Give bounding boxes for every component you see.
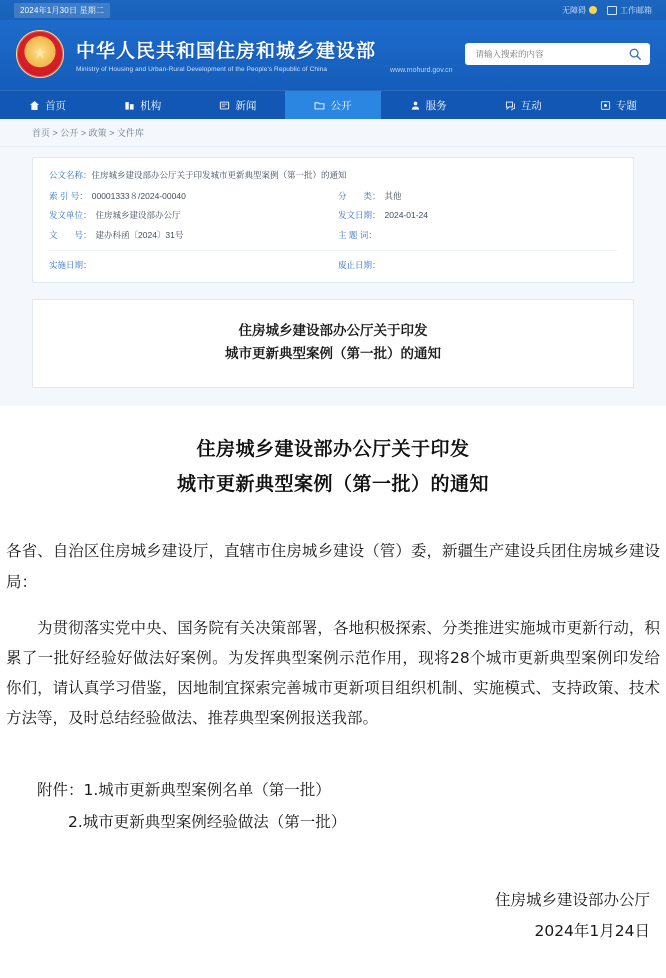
breadcrumb-item-2[interactable]: 政策 <box>88 128 107 138</box>
page-title-line1: 住房城乡建设部办公厅关于印发 <box>238 322 428 339</box>
nav-label-interaction: 互动 <box>520 99 542 112</box>
meta-key: 实施日期： <box>49 260 92 271</box>
meta-key: 发文单位： <box>49 210 92 221</box>
meta-key: 发文日期： <box>338 210 381 221</box>
mail-label: 工作邮箱 <box>620 5 652 15</box>
signature-date: 2024年1月24日 <box>534 922 650 941</box>
breadcrumb-sep-0: > <box>52 128 61 138</box>
top-utility-bar <box>0 0 666 20</box>
metadata-section <box>0 147 666 299</box>
nav-item-open[interactable] <box>285 91 380 119</box>
meta-key: 索 引 号： <box>49 190 88 201</box>
search-button[interactable] <box>628 46 644 62</box>
signature-block <box>6 885 660 949</box>
meta-field-effective-date <box>49 260 328 271</box>
document-paragraph-1: 为贯彻落实党中央、国务院有关决策部署，各地积极探索、分类推进实施城市更新行动，积累了一批好经验好做法好案例。为发挥典型案例示范作用，现将28个城市更新典型案例印发给你们，请认真学习借鉴，因地制宜探索完善城市更新项目组织机制、实施模式、支持政策、技术方法等，及时总结经验做法、推荐典型案例报送我部。 <box>6 618 660 728</box>
page-title <box>53 320 613 367</box>
national-emblem-icon <box>16 30 64 78</box>
nav-item-topic[interactable] <box>571 91 666 119</box>
breadcrumb-sep-1: > <box>80 128 89 138</box>
meta-value: 建办科函〔2024〕31号 <box>95 229 184 240</box>
breadcrumb-item-0[interactable]: 首页 <box>32 128 51 138</box>
signature-org: 住房城乡建设部办公厅 <box>494 890 650 909</box>
metadata-card <box>32 157 634 283</box>
meta-field-doc-number <box>49 230 328 241</box>
home-icon <box>29 100 40 111</box>
meta-field-index <box>49 191 328 202</box>
meta-field-category <box>338 191 617 202</box>
nav-label-open: 公开 <box>330 99 352 112</box>
nav-item-organization[interactable] <box>95 91 190 119</box>
brand-text[interactable] <box>76 36 376 73</box>
meta-value: 2024-01-24 <box>384 210 428 221</box>
meta-value: 住房城乡建设部办公厅 <box>95 210 181 221</box>
meta-key: 废止日期： <box>338 260 381 271</box>
title-card <box>32 299 634 388</box>
document-title <box>6 432 660 502</box>
nav-label-topic: 专题 <box>615 99 637 112</box>
site-title-en: Ministry of Housing and Urban-Rural Development of the People's Republic of China <box>76 65 328 73</box>
interaction-icon <box>505 100 516 111</box>
page-title-line2: 城市更新典型案例（第一批）的通知 <box>225 346 441 363</box>
topic-icon <box>600 100 611 111</box>
site-url: www.mohurd.gov.cn <box>390 67 453 74</box>
accessibility-icon <box>589 6 597 14</box>
search-box[interactable] <box>465 43 650 65</box>
meta-key: 文 号： <box>49 229 92 240</box>
site-header <box>0 0 666 119</box>
search-input[interactable] <box>474 48 628 60</box>
nav-item-news[interactable] <box>190 91 285 119</box>
document-title-line2: 城市更新典型案例（第一批）的通知 <box>176 473 489 496</box>
doc-name-value: 住房城乡建设部办公厅关于印发城市更新典型案例（第一批）的通知 <box>91 170 347 180</box>
nav-label-news: 新闻 <box>235 99 257 112</box>
nav-label-service: 服务 <box>425 99 447 112</box>
meta-field-abolish-date <box>338 260 617 271</box>
nav-item-home[interactable] <box>0 91 95 119</box>
nav-label-home: 首页 <box>45 99 67 112</box>
service-icon <box>410 100 421 111</box>
metadata-grid <box>49 191 617 272</box>
doc-name-label: 公文名称： <box>49 170 92 180</box>
open-folder-icon <box>314 100 325 111</box>
site-title-cn: 中华人民共和国住房和城乡建设部 <box>76 39 377 62</box>
meta-key: 主 题 词： <box>338 229 377 240</box>
search-icon <box>628 47 642 61</box>
accessibility-label: 无障碍 <box>562 5 586 15</box>
mail-link[interactable] <box>607 5 652 16</box>
meta-field-issuer <box>49 210 328 221</box>
document-title-line1: 住房城乡建设部办公厅关于印发 <box>196 438 470 461</box>
nav-item-interaction[interactable] <box>476 91 571 119</box>
document-salutation: 各省、自治区住房城乡建设厅，直辖市住房城乡建设（管）委，新疆生产建设兵团住房城乡建设局： <box>6 542 660 591</box>
attachment-block <box>6 774 660 839</box>
current-date: 2024年1月30日 星期二 <box>14 3 110 18</box>
main-nav <box>0 90 666 119</box>
title-card-section <box>0 299 666 406</box>
nav-item-service[interactable] <box>381 91 476 119</box>
breadcrumb-item-1[interactable]: 公开 <box>60 128 79 138</box>
attachment-item-2: 2.城市更新典型案例经验做法（第一批） <box>68 813 347 832</box>
topbar-right <box>562 5 652 16</box>
meta-value: 其他 <box>384 190 402 201</box>
breadcrumb-item-3[interactable]: 文件库 <box>116 128 144 138</box>
breadcrumb-sep-2: > <box>109 128 117 138</box>
breadcrumb <box>0 119 666 147</box>
meta-value: 00001333８/2024-00040 <box>91 190 186 201</box>
brand-row <box>0 20 666 90</box>
meta-field-issue-date <box>338 210 617 221</box>
building-icon <box>124 100 135 111</box>
topbar-left <box>14 3 110 18</box>
meta-divider <box>49 250 617 251</box>
attachment-item-1: 附件：1.城市更新典型案例名单（第一批） <box>37 780 331 799</box>
accessibility-link[interactable] <box>562 5 597 16</box>
document-body <box>0 406 666 978</box>
mail-icon <box>607 6 617 15</box>
nav-label-organization: 机构 <box>140 99 162 112</box>
meta-key: 分 类： <box>338 190 381 201</box>
meta-field-keywords <box>338 230 617 241</box>
doc-name-row <box>49 170 617 182</box>
news-icon <box>219 100 230 111</box>
